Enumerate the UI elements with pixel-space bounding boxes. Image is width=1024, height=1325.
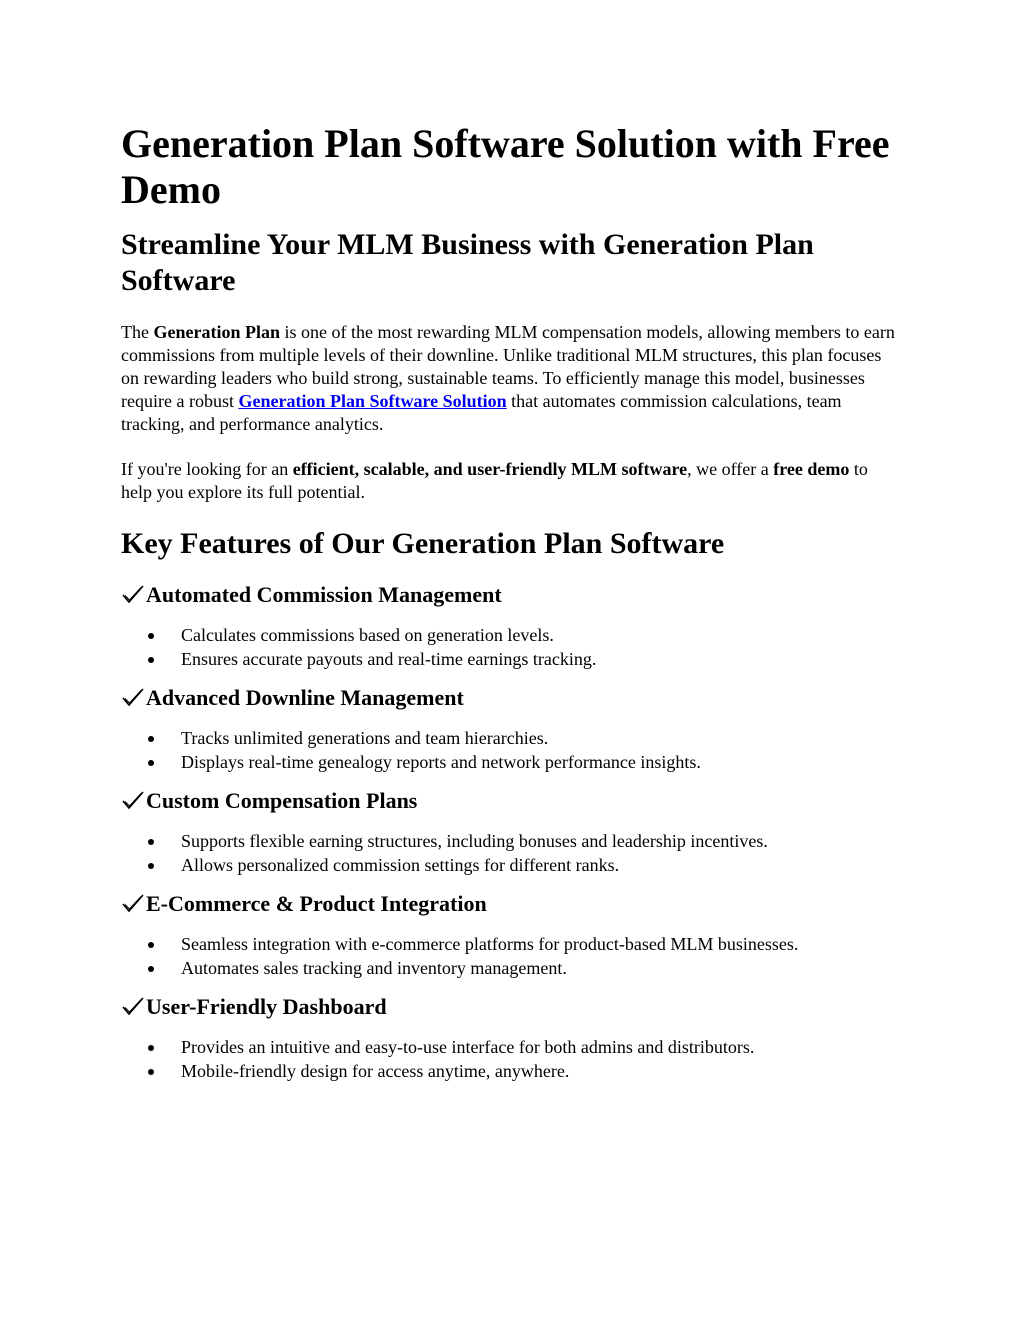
feature-title-text: E-Commerce & Product Integration xyxy=(146,891,487,916)
feature-bullet-list xyxy=(121,933,901,980)
bullet-icon xyxy=(148,1069,154,1075)
offer-bold-free-demo: free demo xyxy=(773,459,850,479)
feature-bullet-list xyxy=(121,830,901,877)
bullet-icon xyxy=(148,657,154,663)
feature-title xyxy=(121,685,901,711)
list-item-text: Tracks unlimited generations and team hierarchies. xyxy=(181,728,549,748)
feature-ecommerce-integration xyxy=(121,891,901,980)
list-item-text: Automates sales tracking and inventory management. xyxy=(181,957,567,978)
check-mark-icon xyxy=(121,790,145,812)
offer-text-2: , we offer a xyxy=(687,459,774,479)
feature-title xyxy=(121,582,901,608)
bullet-icon xyxy=(148,839,154,845)
feature-title xyxy=(121,788,901,814)
check-mark-icon xyxy=(121,687,145,709)
list-item-text: Provides an intuitive and easy-to-use interface for both admins and distributors. xyxy=(181,1037,755,1057)
list-item xyxy=(121,727,901,751)
list-item xyxy=(121,933,901,957)
document-content xyxy=(121,121,901,1097)
list-item xyxy=(121,957,901,981)
list-item-text: Calculates commissions based on generation levels. xyxy=(181,625,554,645)
bullet-icon xyxy=(148,760,154,766)
list-item-text: Allows personalized commission settings for different ranks. xyxy=(181,854,620,875)
feature-title xyxy=(121,994,901,1020)
list-item-text: Mobile-friendly design for access anytime, anywhere. xyxy=(181,1060,570,1081)
list-item xyxy=(121,648,901,672)
bullet-icon xyxy=(148,942,154,948)
list-item-text: Seamless integration with e-commerce platforms for product-based MLM businesses. xyxy=(181,934,799,954)
offer-text-3: to help you explore its full potential. xyxy=(121,459,868,502)
feature-automated-commission xyxy=(121,582,901,671)
intro-bold-generation-plan: Generation Plan xyxy=(153,322,280,342)
feature-title xyxy=(121,891,901,917)
feature-bullet-list xyxy=(121,624,901,671)
generation-plan-software-link[interactable]: Generation Plan Software Solution xyxy=(238,391,507,411)
list-item xyxy=(121,830,901,854)
feature-bullet-list xyxy=(121,727,901,774)
intro-text-2: is one of the most rewarding MLM compensation models, allowing members to earn commissions from multiple levels of their downline. Unlike traditional MLM structures, this plan focuses on rewarding leaders who build strong, sustainable teams. To efficiently manage this model, businesses require a robust xyxy=(121,322,895,411)
check-mark-icon xyxy=(121,584,145,606)
feature-title-text: Advanced Downline Management xyxy=(146,685,464,710)
offer-text-1: If you're looking for an xyxy=(121,459,293,479)
page-subtitle: Streamline Your MLM Business with Generation Plan Software xyxy=(121,228,814,297)
offer-paragraph xyxy=(121,458,901,504)
intro-text-1: The xyxy=(121,322,154,342)
feature-title-text: Custom Compensation Plans xyxy=(146,788,418,813)
check-mark-icon xyxy=(121,893,145,915)
list-item-text: Displays real-time genealogy reports and network performance insights. xyxy=(181,751,701,772)
offer-bold-software: efficient, scalable, and user-friendly MLM software xyxy=(292,459,688,479)
bullet-icon xyxy=(148,863,154,869)
feature-title-text: User-Friendly Dashboard xyxy=(146,994,387,1019)
intro-text-3: that automates commission calculations, team tracking, and performance analytics. xyxy=(121,391,842,434)
list-item xyxy=(121,624,901,648)
list-item xyxy=(121,1036,901,1060)
feature-bullet-list xyxy=(121,1036,901,1083)
check-mark-icon xyxy=(121,996,145,1018)
list-item-text: Supports flexible earning structures, including bonuses and leadership incentives. xyxy=(181,831,768,851)
bullet-icon xyxy=(148,966,154,972)
features-heading: Key Features of Our Generation Plan Software xyxy=(121,527,725,560)
list-item-text: Ensures accurate payouts and real-time earnings tracking. xyxy=(181,648,597,669)
feature-title-text: Automated Commission Management xyxy=(146,582,502,607)
list-item xyxy=(121,1060,901,1084)
intro-paragraph xyxy=(121,321,901,436)
feature-user-friendly-dashboard xyxy=(121,994,901,1083)
feature-downline-management xyxy=(121,685,901,774)
bullet-icon xyxy=(148,1045,154,1051)
list-item xyxy=(121,751,901,775)
list-item xyxy=(121,854,901,878)
page-title: Generation Plan Software Solution with Free Demo xyxy=(121,121,890,212)
bullet-icon xyxy=(148,736,154,742)
feature-custom-compensation xyxy=(121,788,901,877)
bullet-icon xyxy=(148,633,154,639)
